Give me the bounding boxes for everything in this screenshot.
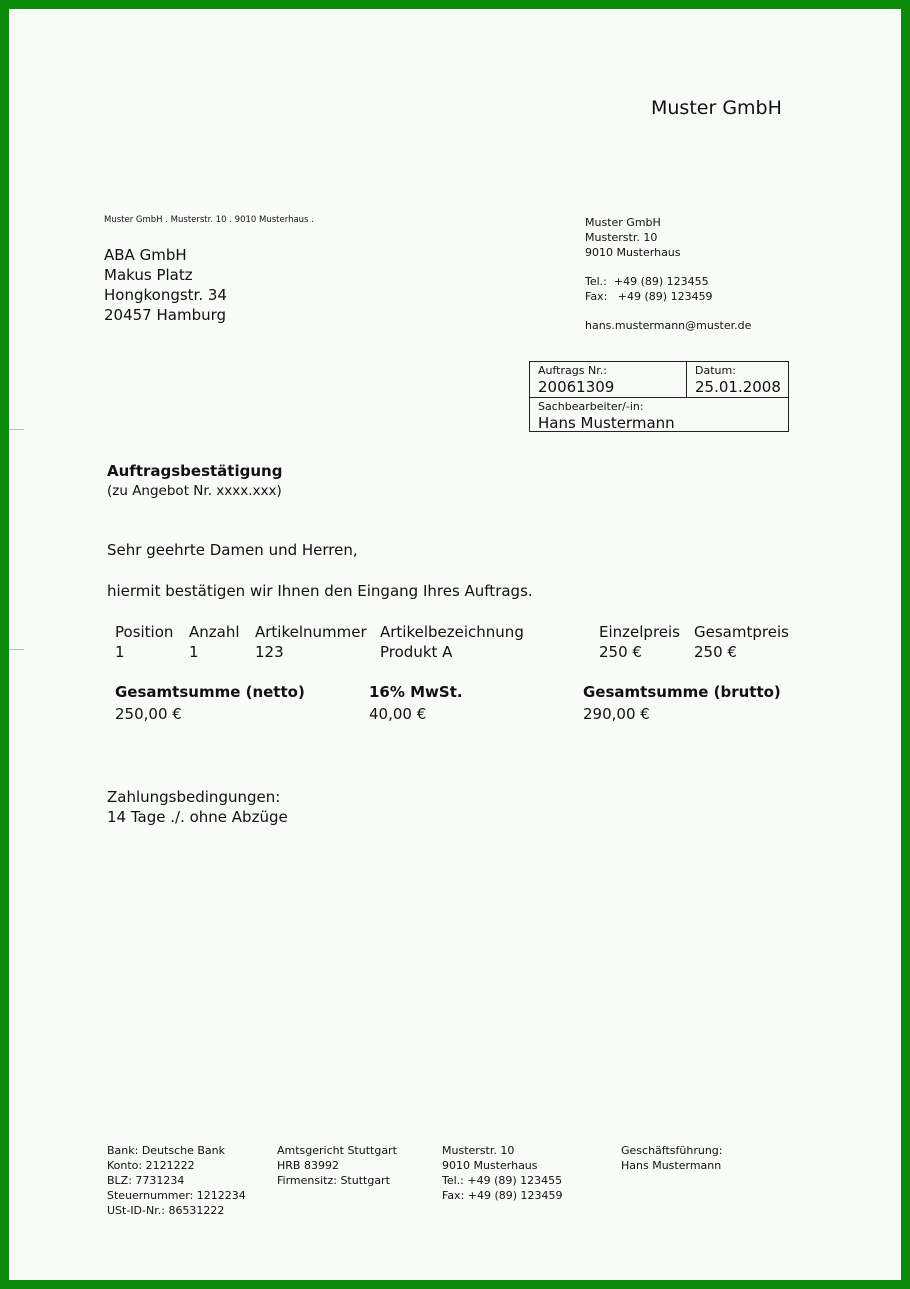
footer-tax-number: Steuernummer: 1212234 xyxy=(107,1189,246,1202)
footer-management-column xyxy=(621,1143,722,1173)
order-number-value: 20061309 xyxy=(538,378,615,396)
date-value: 25.01.2008 xyxy=(695,378,781,396)
order-number-cell xyxy=(530,362,687,398)
contact-tel-label: Tel.: xyxy=(585,275,607,288)
footer-account: Konto: 2121222 xyxy=(107,1159,195,1172)
payment-terms-text: 14 Tage ./. ohne Abzüge xyxy=(107,808,288,826)
total-gross-label: Gesamtsumme (brutto) xyxy=(583,683,781,701)
table-header-total-price: Gesamtpreis xyxy=(694,623,789,641)
total-gross-value: 290,00 € xyxy=(583,705,650,723)
fold-mark-top xyxy=(9,429,24,430)
recipient-address xyxy=(104,245,227,325)
footer-seat: Firmensitz: Stuttgart xyxy=(277,1174,390,1187)
total-net-value: 250,00 € xyxy=(115,705,182,723)
recipient-person: Makus Platz xyxy=(104,266,193,284)
payment-terms xyxy=(107,787,288,827)
contact-fax xyxy=(585,289,751,304)
table-cell-article-description: Produkt A xyxy=(380,643,453,661)
contact-street: Musterstr. 10 xyxy=(585,231,658,244)
footer-bank: Bank: Deutsche Bank xyxy=(107,1144,225,1157)
footer-court: Amtsgericht Stuttgart xyxy=(277,1144,397,1157)
table-cell-quantity: 1 xyxy=(189,643,199,661)
contact-email: hans.mustermann@muster.de xyxy=(585,319,752,332)
table-cell-total-price: 250 € xyxy=(694,643,737,661)
footer-hrb: HRB 83992 xyxy=(277,1159,339,1172)
contact-tel xyxy=(585,274,751,289)
footer-city: 9010 Musterhaus xyxy=(442,1159,538,1172)
footer-address-column xyxy=(442,1143,563,1203)
table-header-article-number: Artikelnummer xyxy=(255,623,367,641)
contact-fax-label: Fax: xyxy=(585,290,608,303)
date-cell xyxy=(687,362,788,398)
footer-tel: Tel.: +49 (89) 123455 xyxy=(442,1174,563,1187)
contact-city: 9010 Musterhaus xyxy=(585,246,681,259)
sender-contact-block xyxy=(585,215,751,333)
footer-management-label: Geschäftsführung: xyxy=(621,1144,723,1157)
fold-mark-bottom xyxy=(9,649,24,650)
vat-label: 16% MwSt. xyxy=(369,683,463,701)
clerk-value: Hans Mustermann xyxy=(538,414,675,432)
footer-court-column xyxy=(277,1143,397,1188)
clerk-cell xyxy=(530,398,788,431)
order-number-label: Auftrags Nr.: xyxy=(538,364,607,377)
footer-management-name: Hans Mustermann xyxy=(621,1159,722,1172)
table-cell-unit-price: 250 € xyxy=(599,643,642,661)
footer-vat-id: USt-ID-Nr.: 86531222 xyxy=(107,1204,225,1217)
contact-tel-value: +49 (89) 123455 xyxy=(613,275,709,288)
recipient-city: 20457 Hamburg xyxy=(104,306,227,324)
table-header-position: Position xyxy=(115,623,174,641)
footer-street: Musterstr. 10 xyxy=(442,1144,515,1157)
vat-value: 40,00 € xyxy=(369,705,427,723)
date-label: Datum: xyxy=(695,364,736,377)
letter-greeting: Sehr geehrte Damen und Herren, xyxy=(107,541,358,559)
document-page xyxy=(9,9,901,1280)
table-header-quantity: Anzahl xyxy=(189,623,240,641)
order-info-box xyxy=(529,361,789,432)
table-cell-article-number: 123 xyxy=(255,643,284,661)
footer-blz: BLZ: 7731234 xyxy=(107,1174,185,1187)
footer-fax: Fax: +49 (89) 123459 xyxy=(442,1189,563,1202)
recipient-name: ABA GmbH xyxy=(104,246,187,264)
contact-company: Muster GmbH xyxy=(585,216,661,229)
company-name-header: Muster GmbH xyxy=(651,97,782,119)
table-header-article-description: Artikelbezeichnung xyxy=(380,623,524,641)
letter-subtitle: (zu Angebot Nr. xxxx.xxx) xyxy=(107,483,282,499)
clerk-label: Sachbearbeiter/-in: xyxy=(538,400,644,413)
payment-label: Zahlungsbedingungen: xyxy=(107,788,281,806)
total-net-label: Gesamtsumme (netto) xyxy=(115,683,305,701)
sender-return-line: Muster GmbH . Musterstr. 10 . 9010 Musterhaus . xyxy=(104,215,314,225)
table-cell-position: 1 xyxy=(115,643,125,661)
footer-bank-column xyxy=(107,1143,246,1218)
recipient-street: Hongkongstr. 34 xyxy=(104,286,227,304)
table-header-unit-price: Einzelpreis xyxy=(599,623,680,641)
letter-intro: hiermit bestätigen wir Ihnen den Eingang Ihres Auftrags. xyxy=(107,582,533,600)
contact-fax-value: +49 (89) 123459 xyxy=(617,290,713,303)
letter-title: Auftragsbestätigung xyxy=(107,462,283,480)
